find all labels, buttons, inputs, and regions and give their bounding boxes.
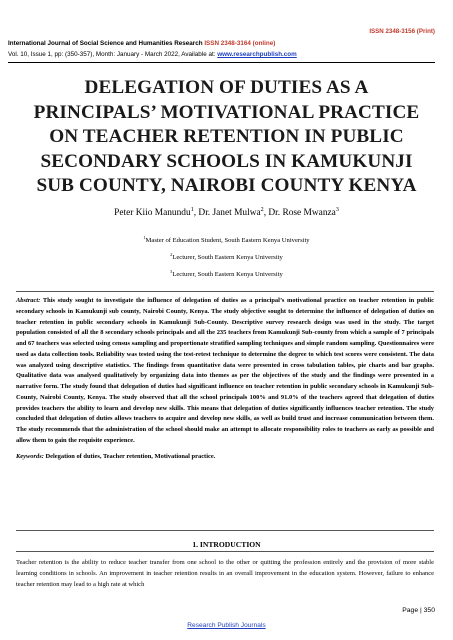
author-affiliation-mark: 2	[260, 206, 264, 213]
page-number: Page | 350	[402, 607, 435, 614]
affiliation-text: Master of Education Student, South Eastern Kenya University	[145, 237, 310, 244]
section-rule	[16, 551, 434, 552]
affiliation-mark: 1	[143, 234, 146, 240]
keywords-text: Delegation of duties, Teacher retention, Motivational practice.	[43, 452, 216, 460]
affiliation-text: Lecturer, South Eastern Kenya University	[172, 271, 283, 278]
affiliation-mark: 3	[170, 268, 173, 274]
keywords-label: Keywords:	[16, 452, 44, 460]
keywords-paragraph	[16, 453, 434, 460]
volume-line	[8, 51, 435, 58]
abstract-text: This study sought to investigate the influence of delegation of duties as a principal’s motivational practice on teacher retention in public secondary schools in Kamukunji sub county, Nairobi County, Kenya. The study objective sought to determine the influence of delegation of duties on teacher retention in public secondary schools in Kamukunji Sub-County. Descriptive survey research design was used in the study. The target population consisted of all the 8 secondary schools principals and all the 235 teachers from Kamukunji Sub-county from which a sample of 7 principals and 67 teachers was selected using census sampling and proportionate stratified sampling techniques and simple random sampling. Questionnaires were used as data collection tools. Reliability was tested using the test-retest technique to determine the degree to which test scores were consistent. The data was analyzed using descriptive statistics. The findings from quantitative data were presented in cross tabulation tables, pie charts and bar graphs. Qualitative data was analysed qualitatively by organizing data into themes as per the objectives of the study and the findings were presented in a narrative form. The study found that delegation of duties had significant influence on teacher retention in public secondary schools in Kamukunji Sub-County, Nairobi County, Kenya. The study observed that all the school principals 100% and 91.0% of the teachers agreed that delegation of duties provides teachers the ability to learn and develop new skills. This means that delegation of duties significantly influences teacher retention. The study concluded that delegation of duties allows teachers to acquire and develop new skills, as well as build trust and increase communication between them. The study recommends that the administration of the school should make an attempt to allocate responsibility roles to teachers as early as possible and allow them to gain the requisite experience.	[16, 297, 434, 444]
affiliation	[0, 251, 453, 261]
section-heading: 1. INTRODUCTION	[192, 540, 261, 549]
title-line: PRINCIPALS’ MOTIVATIONAL PRACTICE	[33, 101, 420, 123]
abstract-paragraph	[16, 296, 434, 447]
title-line: DELEGATION OF DUTIES AS A	[84, 77, 369, 98]
affiliation	[0, 234, 453, 244]
author-name: , Dr. Rose Mwanza	[263, 208, 336, 218]
volume-info: Vol. 10, Issue 1, pp: (350-357), Month: January - March 2022, Available at:	[8, 51, 216, 58]
issn-print: ISSN 2348-3156 (Print)	[369, 28, 435, 35]
header-rule	[8, 62, 435, 63]
affiliation	[0, 268, 453, 278]
abstract-section	[16, 291, 434, 531]
author-list	[0, 208, 453, 218]
introduction-paragraph: Teacher retention is the ability to reduce teacher transfer from one school to the other or quitting the profession entirely and the provision of more stable learning conditions in schools. An improvement in teacher retention results in an overall improvement in the education system. However, failure to enhance teacher retention may lead to a high rate at which	[16, 559, 434, 588]
author-name: , Dr. Janet Mulwa	[193, 208, 261, 218]
title-line: SECONDARY SCHOOLS IN KAMUKUNJI	[40, 150, 413, 172]
website-link[interactable]: www.researchpublish.com	[217, 51, 297, 58]
affiliation-mark: 2	[170, 251, 173, 257]
journal-header-line	[8, 40, 435, 47]
affiliation-text: Lecturer, South Eastern Kenya University	[172, 254, 283, 261]
title-line: SUB COUNTY, NAIROBI COUNTY KENYA	[36, 175, 417, 196]
paper-title	[12, 76, 441, 199]
author-affiliation-mark: 3	[335, 206, 339, 213]
issn-online: ISSN 2348-3164 (online)	[204, 40, 276, 47]
abstract-label: Abstract:	[16, 297, 41, 304]
author-name: Peter Kiio Manundu	[114, 208, 191, 218]
author-affiliation-mark: 1	[190, 206, 194, 213]
footer-link[interactable]: Research Publish Journals	[187, 622, 266, 629]
title-line: ON TEACHER RETENTION IN PUBLIC	[49, 126, 404, 147]
journal-name: International Journal of Social Science and Humanities Research	[8, 40, 203, 47]
